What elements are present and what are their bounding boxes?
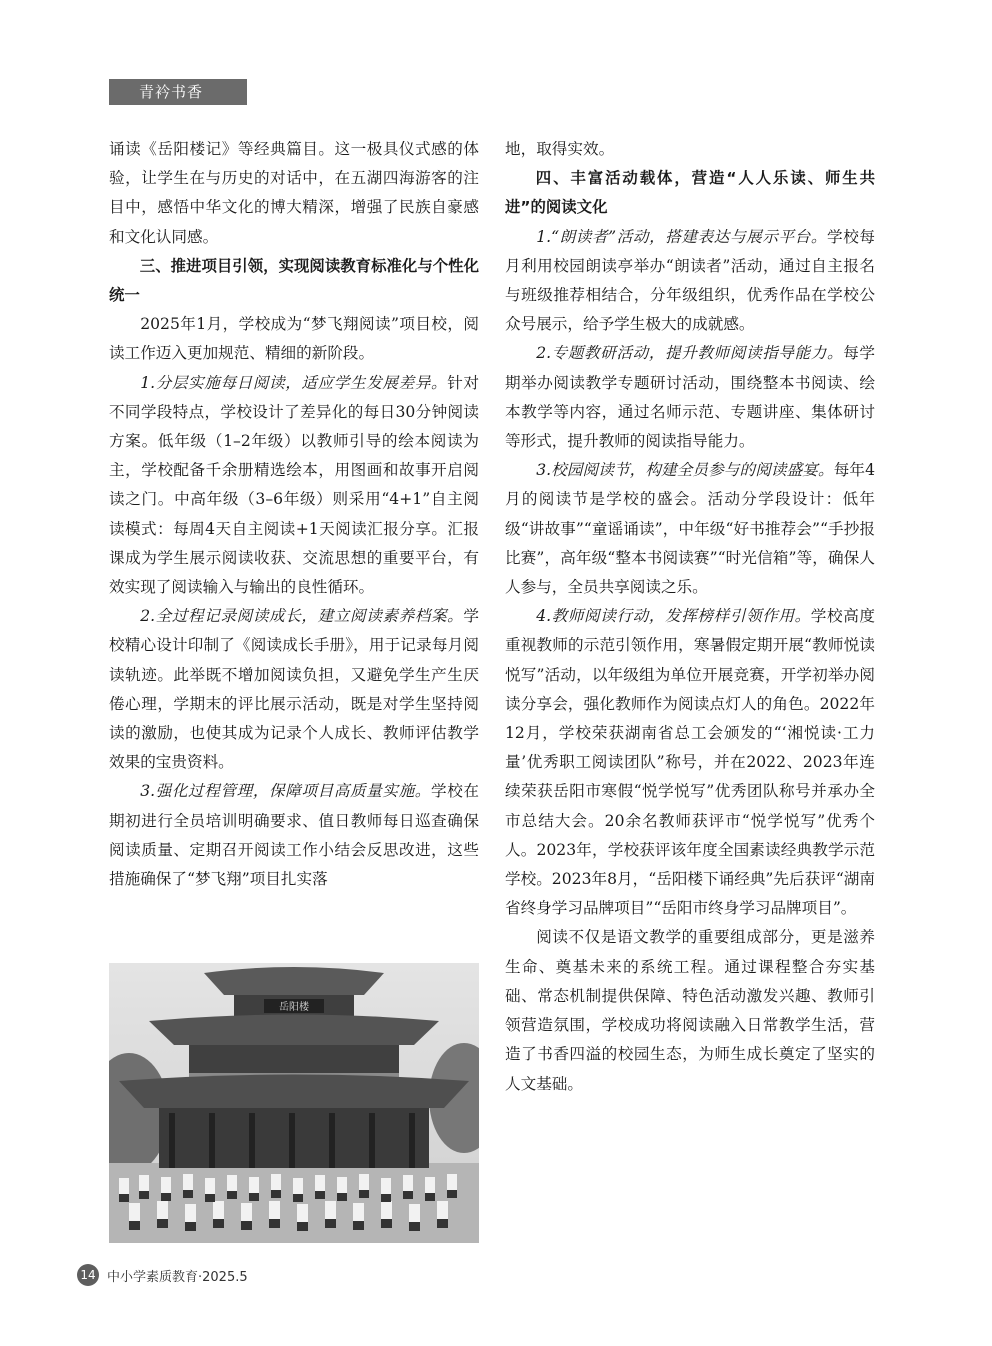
paragraph: 诵读《岳阳楼记》等经典篇目。这一极具仪式感的体验，让学生在与历史的对话中，在五湖四海游客的注目中，感悟中华文化的博大精深，增强了民族自豪感和文化认同感。: [109, 140, 479, 246]
item-text: 每学期举办阅读教学专题研讨活动，围绕整本书阅读、绘本教学等内容，通过名师示范、专题讲座、集体研讨等形式，提升教师的阅读指导能力。: [505, 344, 875, 451]
item-text: 每年4月的阅读节是学校的盛会。活动分学段设计：低年级“讲故事”“童谣诵读”，中年级“好书推荐会”“手抄报比赛”，高年级“整本书阅读赛”“时光信箱”等，确保人人参与，全员共享阅读之乐。: [505, 461, 875, 597]
conclusion-paragraph: 阅读不仅是语文教学的重要组成部分，更是滋养生命、奠基未来的系统工程。通过课程整合夯实基础、常态机制提供保障、特色活动激发兴趣、教师引领营造氛围，学校成功将阅读融入日常教学生活，营造了书香四溢的校园生态，为师生成长奠定了坚实的人文基础。: [505, 928, 875, 1093]
item-text: 学校精心设计印制了《阅读成长手册》，用于记录每月阅读轨迹。此举既不增加阅读负担，又避免学生产生厌倦心理，学期末的评比展示活动，既是对学生坚持阅读的激励，也使其成为记录个人成长、教师评估教学效果的宝贵资料。: [109, 607, 479, 772]
list-item: [109, 369, 479, 603]
item-text: 学校在期初进行全员培训明确要求、值日教师每日巡查确保阅读质量、定期召开阅读工作小结会反思改进，这些措施确保了“梦飞翔”项目扎实落: [109, 782, 479, 889]
paragraph: 地，取得实效。: [505, 140, 615, 158]
right-column: [505, 135, 875, 1099]
item-subheading: 3.校园阅读节，构建全员参与的阅读盛宴。: [536, 461, 834, 480]
list-item: [505, 602, 875, 923]
list-item: [505, 456, 875, 602]
list-item: [505, 223, 875, 340]
item-subheading: 2.专题教研活动，提升教师阅读指导能力。: [536, 344, 844, 363]
item-subheading: 2.全过程记录阅读成长，建立阅读素养档案。: [140, 607, 464, 626]
tower-plaque: 岳阳楼: [279, 1002, 309, 1013]
section-heading-3: 三、推进项目引领，实现阅读教育标准化与个性化统一: [109, 256, 479, 305]
item-text: 针对不同学段特点，学校设计了差异化的每日30分钟阅读方案。低年级（1–2年级）以教师引导的绘本阅读为主，学校配备千余册精选绘本，用图画和故事开启阅读之门。中高年级（3–6年级）则采用“4+1”自主阅读模式：每周4天自主阅读+1天阅读汇报分享。汇报课成为学生展示阅读收获、交流思想的重要平台，有效实现了阅读输入与输出的良性循环。: [109, 373, 479, 597]
list-item: [109, 602, 479, 777]
page-number: 14: [77, 1264, 99, 1286]
item-text: 学校每月利用校园朗读亭举办“朗读者”活动，通过自主报名与班级推荐相结合，分年级组织，优秀作品在学校公众号展示，给予学生极大的成就感。: [505, 227, 875, 334]
item-subheading: 4.教师阅读行动，发挥榜样引领作用。: [536, 607, 811, 626]
item-subheading: 3.强化过程管理，保障项目高质量实施。: [140, 782, 431, 801]
list-item: [109, 777, 479, 894]
item-subheading: 1.“朗读者”活动，搭建表达与展示平台。: [536, 227, 828, 246]
tower-illustration: [109, 963, 479, 1243]
left-column: [109, 135, 479, 894]
section-heading-4: 四、丰富活动载体，营造“人人乐读、师生共进”的阅读文化: [505, 169, 875, 217]
journal-info: 中小学素质教育·2025.5: [107, 1269, 248, 1285]
page-footer: [77, 1264, 248, 1286]
list-item: [505, 339, 875, 456]
paragraph: 2025年1月，学校成为“梦飞翔阅读”项目校，阅读工作迈入更加规范、精细的新阶段。: [109, 315, 479, 363]
item-text: 学校高度重视教师的示范引领作用，寒暑假定期开展“教师悦读悦写”活动，以年级组为单位开展竞赛，开学初举办阅读分享会，强化教师作为阅读点灯人的角色。2022年12月，学校荣获湖南省总工会颁发的“‘湘悦读·工力量’优秀职工阅读团队”称号，并在2022、2023年连续荣获岳阳市寒假“悦学悦写”优秀团队称号并承办全市总结大会。20余名教师获评市“悦学悦写”优秀个人。2023年，学校获评该年度全国素读经典教学示范学校。2023年8月，“岳阳楼下诵经典”先后获评“湖南省终身学习品牌项目”“岳阳市终身学习品牌项目”。: [505, 607, 875, 918]
yueyang-tower-photo: [109, 963, 479, 1243]
item-subheading: 1.分层实施每日阅读，适应学生发展差异。: [140, 373, 448, 392]
section-tag: 青衿书香: [109, 79, 247, 105]
